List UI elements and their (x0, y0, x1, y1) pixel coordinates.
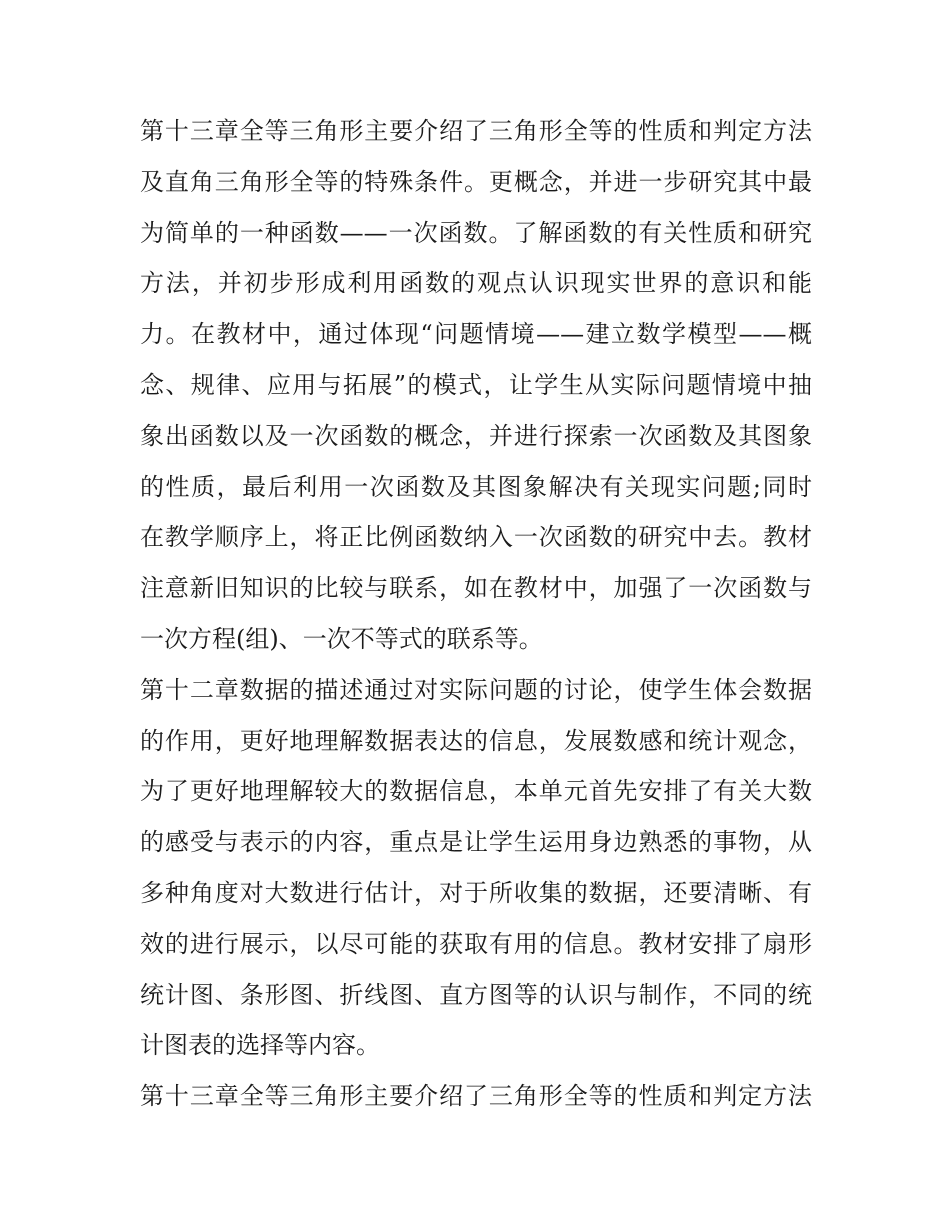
text-line: 的性质，最后利用一次函数及其图象解决有关现实问题;同时 (140, 472, 812, 501)
text-line: 第十二章数据的描述通过对实际问题的讨论，使学生体会数据 (140, 675, 812, 704)
paragraph-1 (140, 106, 812, 665)
text-line: 力。在教材中，通过体现“问题情境——建立数学模型——概 (140, 320, 812, 349)
text-line: 效的进行展示，以尽可能的获取有用的信息。教材安排了扇形 (140, 929, 812, 958)
text-line: 在教学顺序上，将正比例函数纳入一次函数的研究中去。教材 (140, 523, 812, 552)
text-line: 为简单的一种函数——一次函数。了解函数的有关性质和研究 (140, 218, 812, 247)
text-line: 的感受与表示的内容，重点是让学生运用身边熟悉的事物，从 (140, 828, 812, 857)
paragraph-2 (140, 665, 812, 1071)
text-line: 的作用，更好地理解数据表达的信息，发展数感和统计观念， (140, 726, 812, 755)
text-line: 多种角度对大数进行估计，对于所收集的数据，还要清晰、有 (140, 878, 812, 907)
text-line: 第十三章全等三角形主要介绍了三角形全等的性质和判定方法 (140, 1082, 812, 1111)
paragraph-3 (140, 1071, 812, 1122)
text-line: 为了更好地理解较大的数据信息，本单元首先安排了有关大数 (140, 777, 812, 806)
text-line: 第十三章全等三角形主要介绍了三角形全等的性质和判定方法 (140, 117, 812, 145)
text-line: 计图表的选择等内容。 (140, 1031, 380, 1060)
text-line: 念、规律、应用与拓展”的模式，让学生从实际问题情境中抽 (140, 370, 812, 399)
text-line: 注意新旧知识的比较与联系，如在教材中，加强了一次函数与 (140, 574, 812, 603)
text-line: 统计图、条形图、折线图、直方图等的认识与制作，不同的统 (140, 980, 812, 1009)
text-line: 方法，并初步形成利用函数的观点认识现实世界的意识和能 (140, 269, 812, 298)
text-line: 一次方程(组)、一次不等式的联系等。 (140, 624, 543, 653)
text-line: 及直角三角形全等的特殊条件。更概念，并进一步研究其中最 (140, 167, 812, 196)
text-line: 象出函数以及一次函数的概念，并进行探索一次函数及其图象 (140, 421, 812, 450)
document-body (140, 106, 812, 1122)
